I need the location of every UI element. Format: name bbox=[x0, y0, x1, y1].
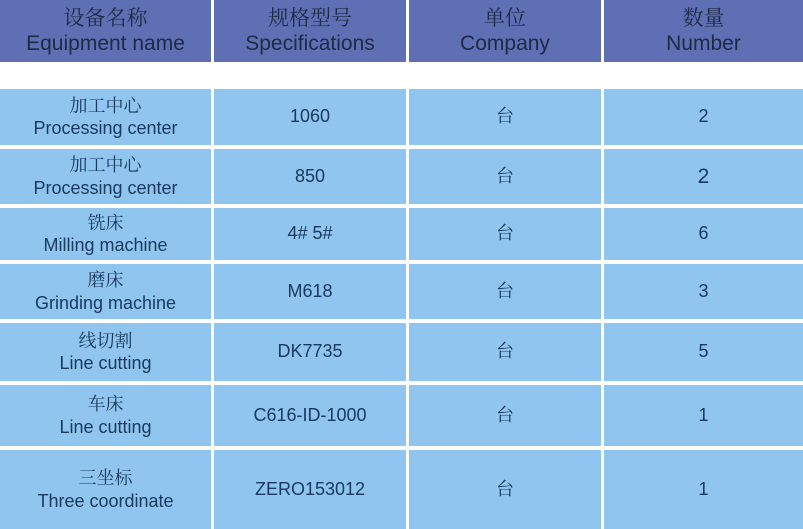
specification-value: 850 bbox=[294, 165, 326, 186]
equipment-name-zh: 线切割 bbox=[78, 330, 133, 351]
unit-value: 台 bbox=[496, 341, 514, 362]
cell-quantity bbox=[604, 323, 803, 381]
specification-value: DK7735 bbox=[277, 341, 343, 362]
cell-quantity bbox=[604, 208, 803, 260]
header-number-en: Number bbox=[666, 32, 741, 55]
cell-specifications bbox=[214, 385, 406, 446]
header-equipment-name-en: Equipment name bbox=[26, 32, 185, 55]
equipment-name-zh: 车床 bbox=[87, 394, 124, 414]
quantity-value: 2 bbox=[697, 164, 710, 188]
table-row bbox=[0, 323, 803, 381]
equipment-name-zh: 三坐标 bbox=[78, 468, 133, 488]
header-body-gap bbox=[0, 62, 803, 89]
cell-equipment-name bbox=[0, 149, 211, 204]
table-row bbox=[0, 89, 803, 145]
table-row bbox=[0, 264, 803, 319]
cell-specifications bbox=[214, 323, 406, 381]
cell-equipment-name bbox=[0, 385, 211, 446]
unit-value: 台 bbox=[496, 106, 514, 127]
unit-value: 台 bbox=[496, 280, 514, 301]
quantity-value: 3 bbox=[698, 280, 709, 301]
cell-unit bbox=[409, 89, 601, 145]
table-body bbox=[0, 89, 803, 529]
cell-specifications bbox=[214, 149, 406, 204]
cell-unit bbox=[409, 264, 601, 319]
header-cell-specifications bbox=[214, 0, 406, 62]
quantity-value: 1 bbox=[698, 404, 709, 425]
cell-specifications bbox=[214, 264, 406, 319]
quantity-value: 1 bbox=[698, 478, 709, 499]
table-row bbox=[0, 385, 803, 446]
cell-unit bbox=[409, 208, 601, 260]
cell-unit bbox=[409, 450, 601, 529]
table-row bbox=[0, 208, 803, 260]
equipment-name-zh: 加工中心 bbox=[69, 155, 142, 175]
cell-quantity bbox=[604, 149, 803, 204]
cell-equipment-name bbox=[0, 89, 211, 145]
specification-value: M618 bbox=[287, 280, 333, 301]
equipment-name-en: Line cutting bbox=[59, 353, 152, 373]
table-header-row bbox=[0, 0, 803, 62]
cell-quantity bbox=[604, 264, 803, 319]
cell-quantity bbox=[604, 89, 803, 145]
header-equipment-name-zh: 设备名称 bbox=[63, 6, 148, 30]
header-cell-equipment-name bbox=[0, 0, 211, 62]
header-specifications-en: Specifications bbox=[245, 32, 375, 55]
equipment-name-zh: 磨床 bbox=[87, 270, 124, 290]
specification-value: C616-ID-1000 bbox=[253, 404, 367, 425]
equipment-name-zh: 加工中心 bbox=[69, 95, 142, 116]
unit-value: 台 bbox=[496, 478, 514, 499]
equipment-name-en: Milling machine bbox=[43, 235, 168, 255]
equipment-name-en: Grinding machine bbox=[34, 292, 177, 313]
header-specifications-zh: 规格型号 bbox=[268, 6, 352, 30]
cell-unit bbox=[409, 149, 601, 204]
cell-equipment-name bbox=[0, 208, 211, 260]
table-row bbox=[0, 149, 803, 204]
unit-value: 台 bbox=[496, 223, 514, 244]
cell-specifications bbox=[214, 208, 406, 260]
cell-unit bbox=[409, 323, 601, 381]
cell-specifications bbox=[214, 89, 406, 145]
quantity-value: 5 bbox=[698, 341, 709, 362]
header-number-zh: 数量 bbox=[682, 6, 725, 30]
unit-value: 台 bbox=[496, 165, 514, 186]
quantity-value: 2 bbox=[698, 106, 709, 127]
header-cell-number bbox=[604, 0, 803, 62]
header-unit-zh: 单位 bbox=[484, 6, 526, 30]
cell-equipment-name bbox=[0, 264, 211, 319]
equipment-name-zh: 铣床 bbox=[87, 212, 124, 233]
unit-value: 台 bbox=[496, 404, 514, 425]
specification-value: ZERO153012 bbox=[254, 478, 366, 499]
equipment-name-en: Three coordinate bbox=[37, 490, 174, 511]
header-cell-unit bbox=[409, 0, 601, 62]
cell-unit bbox=[409, 385, 601, 446]
cell-equipment-name bbox=[0, 450, 211, 529]
equipment-name-en: Processing center bbox=[33, 177, 178, 198]
header-unit-en: Company bbox=[460, 32, 550, 55]
cell-specifications bbox=[214, 450, 406, 529]
specification-value: 1060 bbox=[289, 106, 331, 127]
quantity-value: 6 bbox=[698, 223, 709, 244]
equipment-name-en: Line cutting bbox=[59, 416, 152, 437]
specification-value: 4# 5# bbox=[287, 223, 333, 244]
table-row bbox=[0, 450, 803, 529]
cell-quantity bbox=[604, 385, 803, 446]
cell-equipment-name bbox=[0, 323, 211, 381]
equipment-name-en: Processing center bbox=[33, 118, 178, 138]
cell-quantity bbox=[604, 450, 803, 529]
